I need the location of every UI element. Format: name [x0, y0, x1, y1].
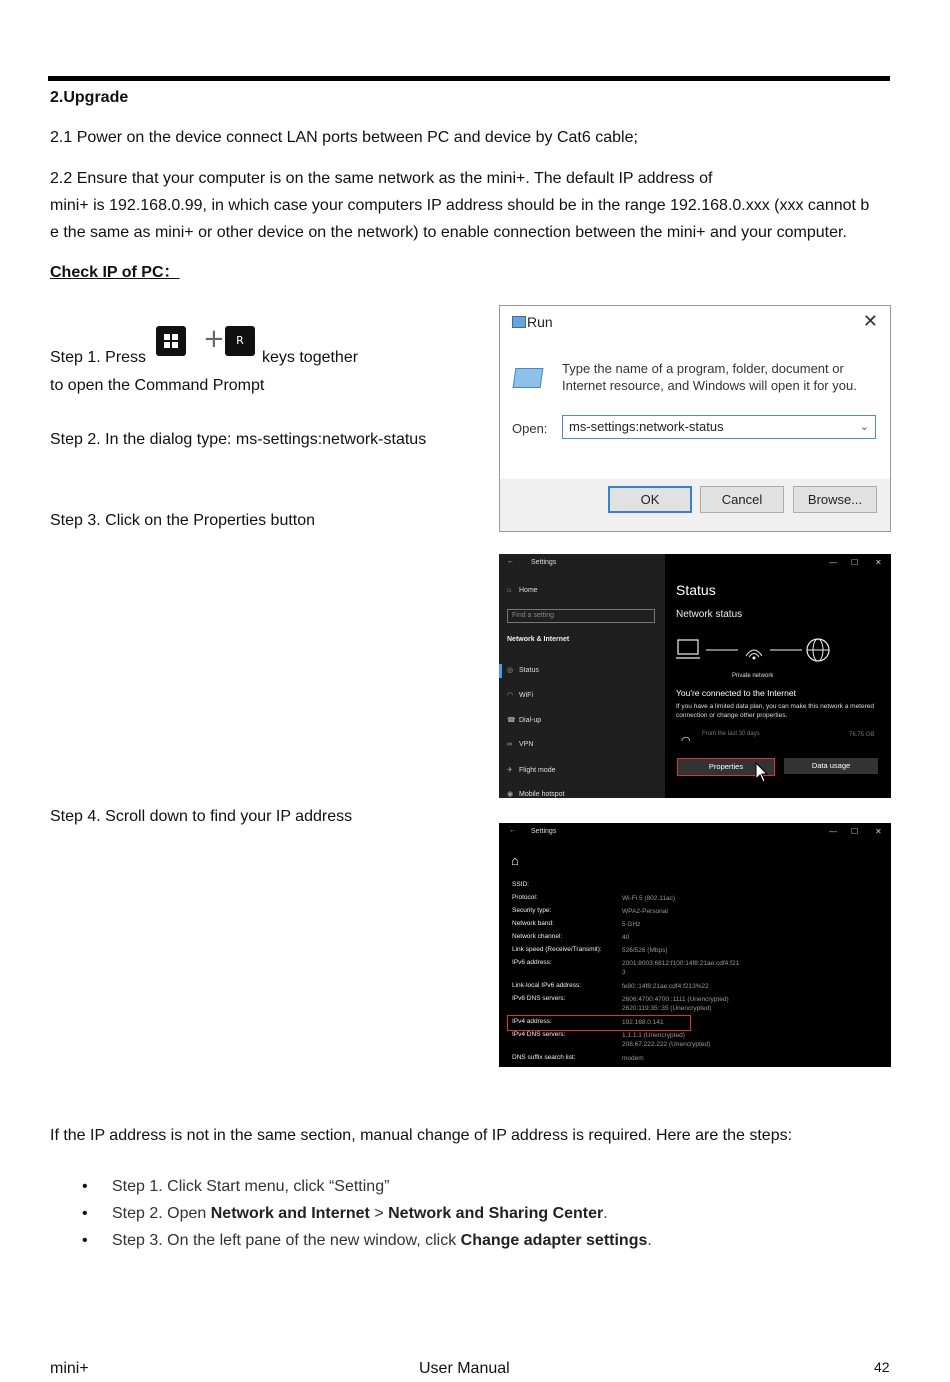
property-value: 1.1.1.1 (Unencrypted) [622, 1032, 685, 1039]
property-label: IPv6 address: [512, 959, 552, 966]
sidebar-item-label: VPN [519, 741, 534, 748]
network-status-screenshot [499, 554, 891, 798]
airplane-icon: ✈ [507, 767, 513, 774]
sidebar-item-label: Flight mode [519, 767, 556, 774]
section-heading: 2.Upgrade [50, 89, 129, 106]
property-label: IPv4 DNS servers: [512, 1031, 566, 1038]
property-value: fe80::14f8:21ae:cdf4:f213%22 [622, 983, 709, 990]
private-network-label: Private network [732, 673, 774, 679]
property-value: 2620:119:35::35 (Unencrypted) [622, 1005, 712, 1012]
ok-button: OK [608, 486, 692, 513]
paragraph-2-2-line2: mini+ is 192.168.0.99, in which case your computers IP address should be in the range 192.168.0.xxx (xxx cannot b [50, 197, 870, 214]
run-program-icon [513, 368, 544, 388]
property-value: 2001:8003:6812:f100:14f8:21ae:cdf4:f21 [622, 960, 740, 967]
settings-window-title: Settings [531, 828, 557, 835]
manual-step2-sep: > [369, 1205, 389, 1222]
property-label: Protocol: [512, 894, 538, 901]
property-label: Network band: [512, 920, 554, 927]
settings-sidebar [499, 554, 665, 798]
phone-icon: ☎ [507, 717, 516, 724]
paragraph-2-1: 2.1 Power on the device connect LAN ports between PC and device by Cat6 cable; [50, 129, 638, 146]
windows-key-icon [156, 326, 186, 356]
home-icon: ⌂ [511, 853, 519, 868]
property-label: Link speed (Receive/Transmit): [512, 946, 602, 953]
property-label: SSID: [512, 881, 529, 888]
find-setting-placeholder: Find a setting [512, 612, 555, 619]
sidebar-item-dialup [507, 716, 541, 724]
property-label: Network channel: [512, 933, 563, 940]
open-label: Open: [512, 421, 548, 436]
metered-note: If you have a limited data plan, you can make this network a metered connection or change other properties. [676, 703, 874, 719]
step2-text: Step 2. In the dialog type: ms-settings:network-status [50, 431, 427, 448]
wifi-signal-icon: ◠ [681, 735, 691, 747]
r-key-icon: R [225, 326, 255, 356]
property-label: Link-local IPv6 address: [512, 982, 582, 989]
step4-text: Step 4. Scroll down to find your IP address [50, 808, 353, 825]
network-status-label: Network status [676, 609, 743, 620]
property-value: 5 GHz [622, 921, 641, 928]
properties-button: Properties [677, 758, 775, 776]
close-icon: ✕ [862, 311, 878, 331]
property-value: 192.168.0.141 [622, 1019, 664, 1026]
sidebar-item-label: Status [519, 667, 539, 674]
hotspot-icon: ◉ [507, 791, 514, 798]
open-input [562, 415, 876, 439]
keyboard-shortcut [150, 324, 255, 360]
status-title: Status [676, 582, 716, 598]
manual-step3-pre: Step 3. On the left pane of the new window, click [112, 1232, 461, 1249]
wifi-icon: ◠ [507, 692, 514, 699]
bullet-icon: • [82, 1178, 88, 1195]
maximize-icon: ☐ [851, 558, 859, 567]
category-heading: Network & Internet [507, 636, 570, 643]
manual-step3 [112, 1227, 652, 1254]
settings-window-title: Settings [531, 559, 557, 566]
connected-text: You're connected to the Internet [676, 688, 796, 698]
step3-text: Step 3. Click on the Properties button [50, 512, 316, 529]
manual-step1: Step 1. Click Start menu, click “Setting” [112, 1178, 390, 1195]
property-value: 3 [622, 969, 626, 976]
check-ip-heading: Check IP of PC： [50, 264, 180, 281]
sidebar-item-label: Dial-up [519, 717, 542, 724]
sidebar-item-label: Home [519, 587, 538, 594]
network-and-internet-text: Network and Internet [210, 1205, 370, 1222]
sidebar-item-wifi [507, 691, 533, 699]
property-value: modem [622, 1055, 644, 1062]
top-rule [48, 76, 890, 81]
minimize-icon: — [829, 558, 837, 567]
step1-line2: to open the Command Prompt [50, 377, 265, 394]
back-arrow-icon: ← [507, 558, 514, 565]
run-dialog-screenshot [499, 305, 891, 532]
property-value: 526/526 (Mbps) [622, 947, 668, 954]
vpn-icon: ∞ [507, 741, 512, 748]
sidebar-item-flight-mode [507, 766, 556, 774]
property-label: Security type: [512, 907, 552, 914]
property-value: 2606:4700:4700::1111 (Unencrypted) [622, 996, 729, 1003]
network-sharing-center-text: Network and Sharing Center [388, 1205, 604, 1222]
cancel-button: Cancel [700, 486, 784, 513]
mouse-cursor-icon [755, 762, 769, 784]
sidebar-item-home [507, 587, 538, 594]
run-title: Run [527, 314, 553, 330]
back-arrow-icon: ← [509, 827, 516, 834]
close-icon: ✕ [875, 827, 882, 836]
property-value: Wi-Fi 5 (802.11ac) [622, 895, 675, 902]
network-diagram [676, 636, 836, 680]
property-value: 40 [622, 934, 630, 941]
property-label: IPv6 DNS servers: [512, 995, 566, 1002]
property-value: 208.67.222.222 (Unencrypted) [622, 1041, 711, 1048]
data-usage-button: Data usage [784, 758, 878, 774]
sidebar-item-label: Mobile hotspot [519, 791, 565, 798]
property-label: DNS suffix search list: [512, 1054, 576, 1061]
change-adapter-settings-text: Change adapter settings [460, 1232, 648, 1249]
chevron-down-icon: ⌄ [859, 421, 869, 433]
manual-step3-end: . [647, 1232, 652, 1249]
paragraph-2-2-line1: 2.2 Ensure that your computer is on the same network as the mini+. The default IP address of [50, 170, 713, 187]
property-label: IPv4 address: [512, 1018, 552, 1025]
usage-period: From the last 30 days [702, 731, 760, 737]
ip-properties-screenshot [499, 823, 891, 1067]
sidebar-item-vpn [507, 741, 533, 748]
sidebar-item-status [507, 666, 539, 674]
bullet-icon: • [82, 1232, 88, 1249]
active-indicator [499, 664, 502, 678]
plus-icon: + [203, 324, 225, 354]
step1-text-pre: Step 1. Press [50, 349, 147, 366]
open-input-value: ms-settings:network-status [569, 419, 724, 434]
run-description: Type the name of a program, folder, document or Internet resource, and Windows will open it for you. [562, 361, 857, 393]
home-icon: ⌂ [507, 587, 512, 594]
find-setting-input [507, 609, 655, 623]
manual-intro: If the IP address is not in the same section, manual change of IP address is required. Here are the steps: [50, 1127, 793, 1144]
browse-button: Browse... [793, 486, 877, 513]
paragraph-2-2-line3: e the same as mini+ or other device on the network) to enable connection between the mini+ and your computer. [50, 224, 847, 241]
minimize-icon: — [829, 827, 837, 836]
run-icon [512, 316, 526, 328]
page-number: 42 [874, 1359, 890, 1375]
maximize-icon: ☐ [851, 827, 859, 836]
property-value: WPA2-Personal [622, 908, 668, 915]
step1-text-post: keys together [262, 349, 359, 366]
manual-step2 [112, 1200, 608, 1227]
footer-title: User Manual [419, 1360, 510, 1377]
bullet-icon: • [82, 1205, 88, 1222]
status-icon: ◎ [507, 667, 514, 674]
sidebar-item-label: WiFi [519, 692, 533, 699]
manual-step2-end: . [603, 1205, 608, 1222]
footer-product: mini+ [50, 1360, 89, 1377]
close-icon: ✕ [875, 558, 882, 567]
manual-step2-pre: Step 2. Open [112, 1205, 211, 1222]
usage-size: 76.75 GB [849, 732, 875, 738]
sidebar-item-mobile-hotspot [507, 790, 565, 798]
